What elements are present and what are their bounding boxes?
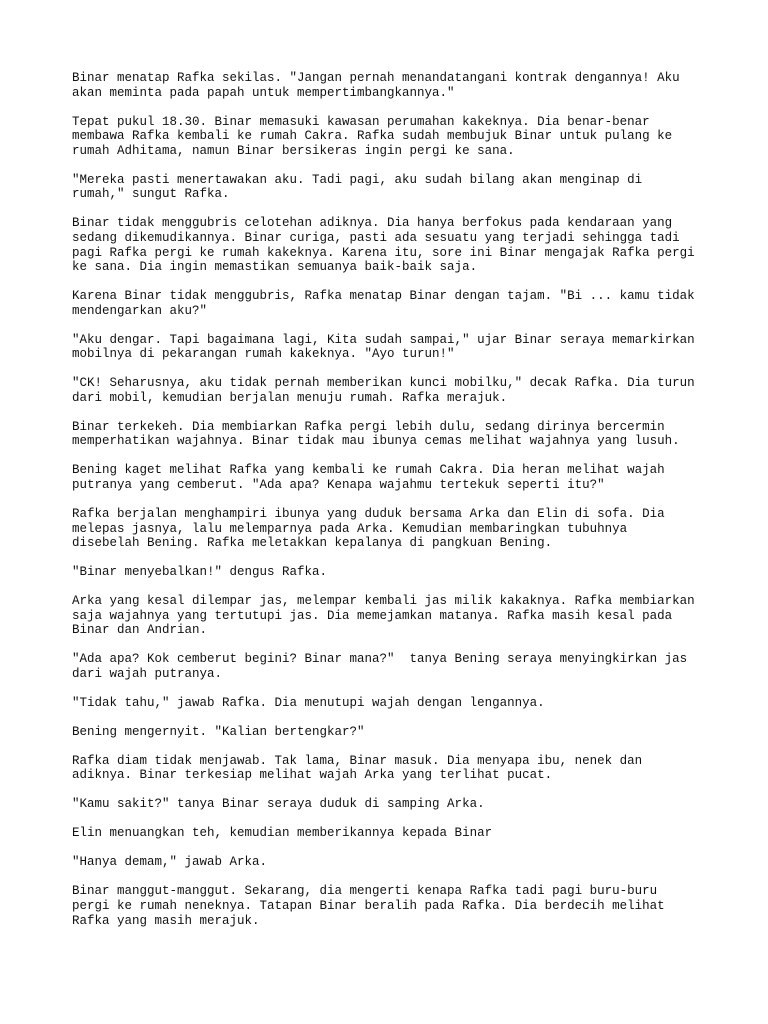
paragraph: "Binar menyebalkan!" dengus Rafka. (72, 565, 328, 580)
paragraph: Rafka diam tidak menjawab. Tak lama, Binar masuk. Dia menyapa ibu, nenek dan adiknya. Binar terkesiap melihat wajah Arka yang terlihat pucat. (72, 753, 643, 783)
paragraph: Bening mengernyit. "Kalian bertengkar?" (72, 724, 365, 739)
paragraph: Binar terkekeh. Dia membiarkan Rafka pergi lebih dulu, sedang dirinya bercermin memperhatikan wajahnya. Binar tidak mau ibunya cemas melihat wajahnya yang lusuh. (72, 419, 680, 449)
paragraph: Tepat pukul 18.30. Binar memasuki kawasan perumahan kakeknya. Dia benar-benar membawa Rafka kembali ke rumah Cakra. Rafka sudah membujuk Binar untuk pulang ke rumah Adhitama, namun Binar bersikeras ingin pergi ke sana. (72, 114, 673, 158)
paragraph: "Kamu sakit?" tanya Binar seraya duduk di samping Arka. (72, 797, 485, 812)
paragraph: Bening kaget melihat Rafka yang kembali ke rumah Cakra. Dia heran melihat wajah putranya yang cemberut. "Ada apa? Kenapa wajahmu tertekuk seperti itu?" (72, 463, 665, 492)
paragraph: Binar manggut-manggut. Sekarang, dia mengerti kenapa Rafka tadi pagi buru-buru pergi ke rumah neneknya. Tatapan Binar beralih pada Rafka. Dia berdecih melihat Rafka yang masih merajuk. (72, 884, 665, 928)
paragraph: "Ada apa? Kok cemberut begini? Binar mana?" tanya Bening seraya menyingkirkan jas dari wajah putranya. (72, 652, 688, 681)
paragraph: "CK! Seharusnya, aku tidak pernah memberikan kunci mobilku," decak Rafka. Dia turun dari mobil, kemudian berjalan menuju rumah. Rafka merajuk. (72, 376, 695, 405)
paragraph: "Mereka pasti menertawakan aku. Tadi pagi, aku sudah bilang akan menginap di rumah," sungut Rafka. (72, 172, 643, 202)
paragraph: Karena Binar tidak menggubris, Rafka menatap Binar dengan tajam. "Bi ... kamu tidak mendengarkan aku?" (72, 289, 695, 318)
paragraph: "Aku dengar. Tapi bagaimana lagi, Kita sudah sampai," ujar Binar seraya memarkirkan mobilnya di pekarangan rumah kakeknya. "Ayo turun!" (72, 332, 695, 362)
paragraph: "Tidak tahu," jawab Rafka. Dia menutupi wajah dengan lengannya. (72, 695, 545, 710)
paragraph: Elin menuangkan teh, kemudian memberikannya kepada Binar (72, 826, 493, 841)
paragraph: "Hanya demam," jawab Arka. (72, 855, 268, 870)
paragraph: Rafka berjalan menghampiri ibunya yang duduk bersama Arka dan Elin di sofa. Dia melepas jasnya, lalu melemparnya pada Arka. Kemudian membaringkan tubuhnya disebelah Bening. Rafka meletakkan kepalanya di pangkuan Bening. (72, 506, 665, 551)
paragraph: Binar menatap Rafka sekilas. "Jangan pernah menandatangani kontrak dengannya! Aku akan meminta pada papah untuk mempertimbangkannya." (72, 71, 680, 100)
paragraph: Arka yang kesal dilempar jas, melempar kembali jas milik kakaknya. Rafka membiarkan saja wajahnya yang tertutupi jas. Dia memejamkan matanya. Rafka masih kesal pada Binar dan Andrian. (72, 594, 695, 638)
paragraph: Binar tidak menggubris celotehan adiknya. Dia hanya berfokus pada kendaraan yang sedang dikemudikannya. Binar curiga, pasti ada sesuatu yang terjadi sehingga tadi pagi Rafka pergi ke rumah kakeknya. Karena itu, sore ini Binar mengajak Rafka pergi ke sana. Dia ingin memastikan semuanya baik-baik saja. (72, 216, 695, 275)
document-page (72, 71, 712, 943)
